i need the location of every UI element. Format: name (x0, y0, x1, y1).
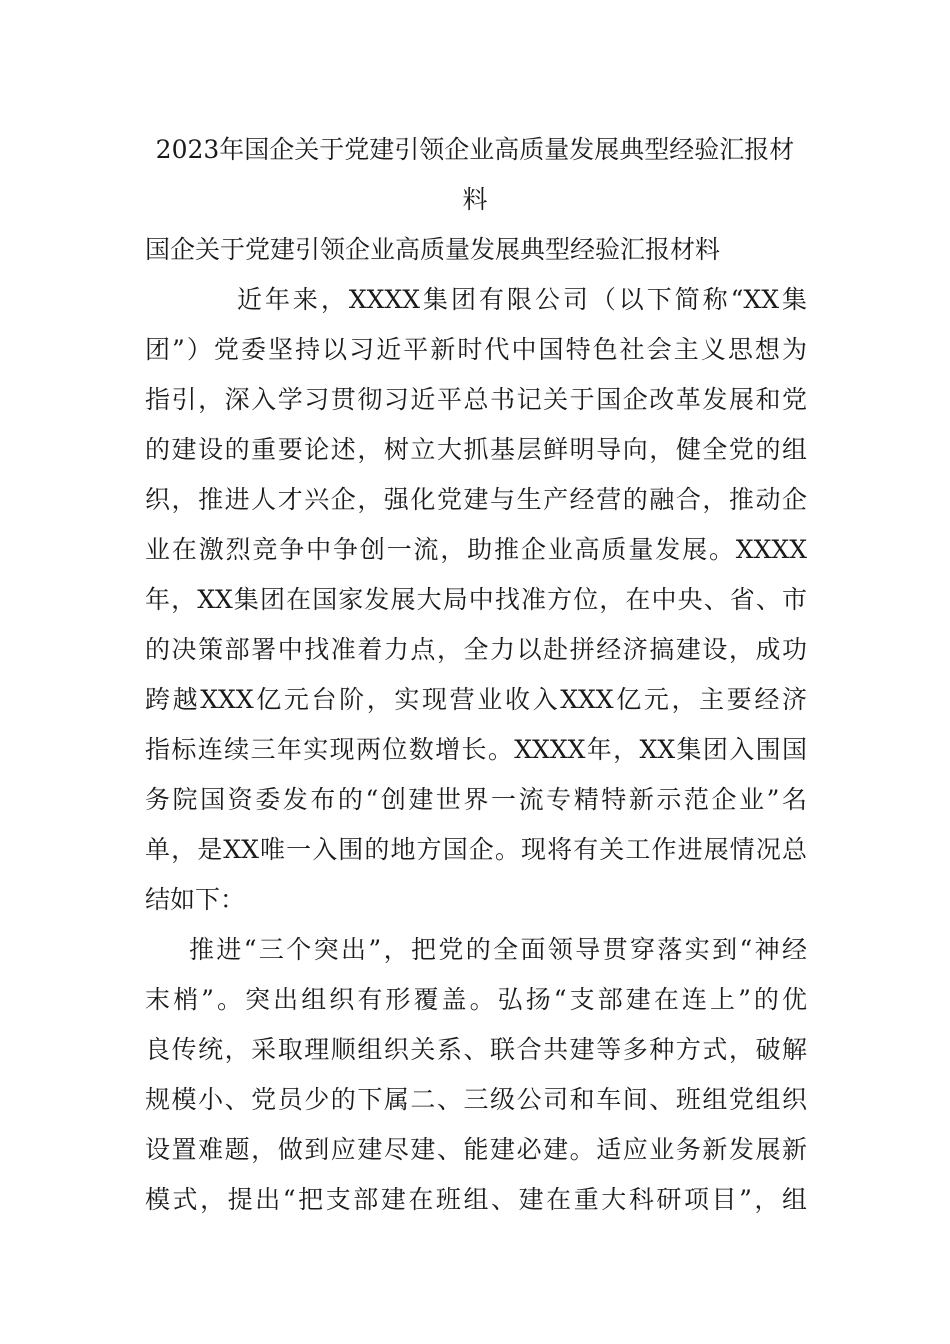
paragraph-1-line: 近年来，XXXX集团有限公司（以下简称“XX集 (237, 285, 807, 314)
paragraph-1-line: 的决策部署中找准着力点，全力以赴拼经济搞建设，成功 (145, 635, 807, 664)
paragraph-2-line: 推进“三个突出”，把党的全面领导贯穿落实到“神经 (189, 935, 807, 964)
paragraph-2-line: 规模小、党员少的下属二、三级公司和车间、班组党组织 (145, 1085, 807, 1114)
paragraph-2-line: 设置难题，做到应建尽建、能建必建。适应业务新发展新 (145, 1135, 807, 1164)
document-subtitle: 国企关于党建引领企业高质量发展典型经验汇报材料 (145, 235, 721, 264)
paragraph-1-line: 织，推进人才兴企，强化党建与生产经营的融合，推动企 (145, 485, 807, 514)
paragraph-1-line: 务院国资委发布的“创建世界一流专精特新示范企业”名 (145, 785, 807, 814)
paragraph-1-line: 业在激烈竞争中争创一流，助推企业高质量发展。XXXX (145, 535, 807, 564)
paragraph-1-line: 的建设的重要论述，树立大抓基层鲜明导向，健全党的组 (145, 435, 807, 464)
paragraph-2-line: 良传统，采取理顺组织关系、联合共建等多种方式，破解 (145, 1035, 807, 1064)
paragraph-1-line: 指标连续三年实现两位数增长。XXXX年，XX集团入围国 (145, 735, 807, 764)
paragraph-1-line: 结如下： (145, 885, 246, 914)
paragraph-1-line: 年，XX集团在国家发展大局中找准方位，在中央、省、市 (145, 585, 807, 614)
paragraph-2-line: 模式，提出“把支部建在班组、建在重大科研项目”，组 (145, 1185, 807, 1214)
paragraph-2-line: 末梢”。突出组织有形覆盖。弘扬“支部建在连上”的优 (145, 985, 807, 1014)
paragraph-1-line: 单，是XX唯一入围的地方国企。现将有关工作进展情况总 (145, 835, 807, 864)
paragraph-1-line: 跨越XXX亿元台阶，实现营业收入XXX亿元，主要经济 (145, 685, 807, 714)
paragraph-1-line: 团”）党委坚持以习近平新时代中国特色社会主义思想为 (145, 335, 807, 364)
document-title-line-1: 2023年国企关于党建引领企业高质量发展典型经验汇报材 (155, 135, 795, 164)
paragraph-1-line: 指引，深入学习贯彻习近平总书记关于国企改革发展和党 (145, 385, 807, 414)
document-title-line-2: 料 (462, 185, 488, 214)
